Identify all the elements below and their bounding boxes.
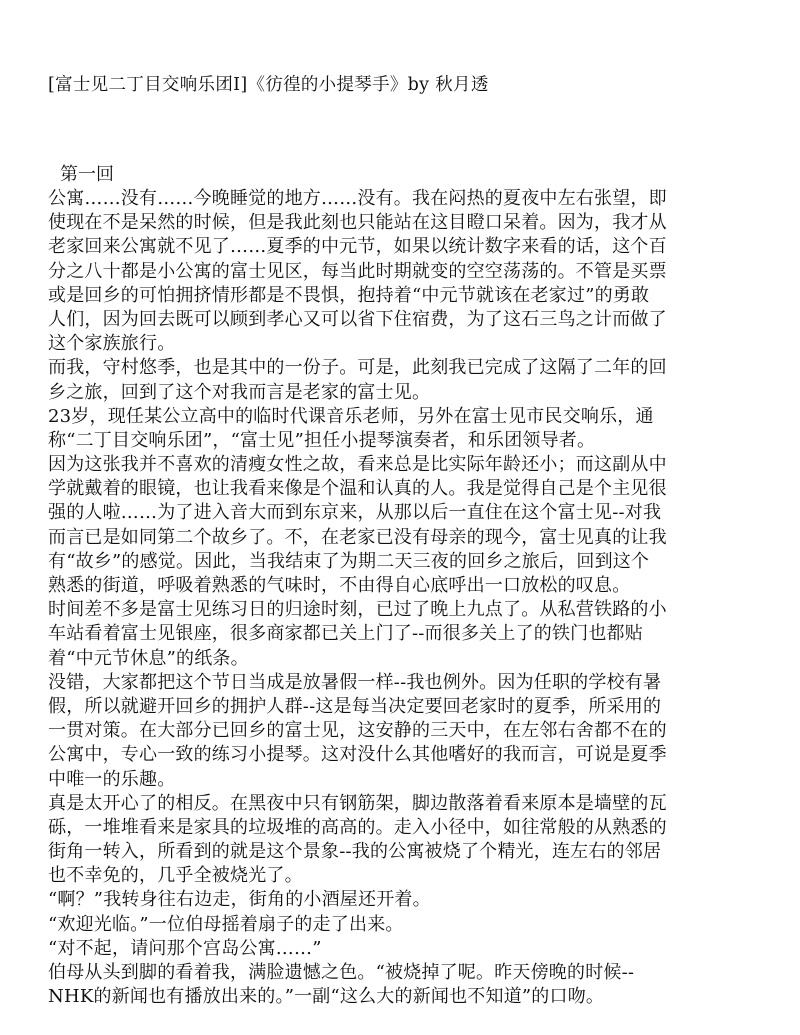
text-line: 公寓中，专心一致的练习小提琴。这对没什么其他嗜好的我而言，可说是夏季 — [48, 744, 667, 766]
text-line: 着“中元节休息”的纸条。 — [48, 647, 249, 669]
text-line: 车站看着富士见银座，很多商家都已关上门了--而很多关上了的铁门也都贴 — [48, 623, 643, 645]
text-line: “啊？”我转身往右边走，街角的小酒屋还开着。 — [48, 889, 431, 911]
text-line: 学就戴着的眼镜，也让我看来像是个温和认真的人。我是觉得自己是个主见很 — [48, 478, 667, 500]
text-line: 分之八十都是小公寓的富士见区，每当此时期就变的空空荡荡的。不管是买票 — [48, 260, 667, 282]
text-line: 街角一转入，所看到的就是这个景象--我的公寓被烧了个精光，连左右的邻居 — [48, 841, 662, 863]
text-line: “对不起，请问那个宫岛公寓……” — [48, 937, 322, 959]
chapter-heading: 第一回 — [60, 164, 114, 185]
text-line: 一贯对策。在大部分已回乡的富士见，这安静的三天中，在左邻右舍都不在的 — [48, 720, 667, 742]
document-title: [富士见二丁目交响乐团Ⅰ]《彷徨的小提琴手》by 秋月透 — [48, 75, 489, 95]
text-line: 使现在不是呆然的时候，但是我此刻也只能站在这目瞪口呆着。因为，我才从 — [48, 212, 667, 234]
text-line: “欢迎光临。”一位伯母摇着扇子的走了出来。 — [48, 913, 404, 935]
text-line: 而言已是如同第二个故乡了。不，在老家已没有母亲的现今，富士见真的让我 — [48, 526, 667, 548]
text-line: 乡之旅，回到了这个对我而言是老家的富士见。 — [48, 381, 431, 403]
text-line: 而我，守村悠季，也是其中的一份子。可是，此刻我已完成了这隔了二年的回 — [48, 357, 667, 379]
text-line: 老家回来公寓就不见了……夏季的中元节，如果以统计数字来看的话，这个百 — [48, 236, 667, 258]
text-line: 这个家族旅行。 — [48, 333, 176, 355]
text-line: 真是太开心了的相反。在黑夜中只有钢筋架，脚边散落着看来原本是墙壁的瓦 — [48, 792, 667, 814]
text-line: 因为这张我并不喜欢的清瘦女性之故，看来总是比实际年龄还小；而这副从中 — [48, 454, 667, 476]
text-line: 熟悉的街道，呼吸着熟悉的气味时，不由得自心底呼出一口放松的叹息。 — [48, 575, 631, 596]
text-line: 砾，一堆堆看来是家具的垃圾堆的高高的。走入小径中，如往常般的从熟悉的 — [48, 816, 667, 838]
text-line: 没错，大家都把这个节日当成是放暑假一样--我也例外。因为任职的学校有暑 — [48, 671, 662, 693]
text-line: 伯母从头到脚的看着我，满脸遗憾之色。“被烧掉了呢。昨天傍晚的时候-- — [48, 962, 635, 983]
text-line: 有“故乡”的感觉。因此，当我结束了为期二天三夜的回乡之旅后，回到这个 — [48, 550, 650, 572]
text-line: 人们，因为回去既可以顾到孝心又可以省下住宿费，为了这石三鸟之计而做了 — [48, 308, 667, 330]
body-text — [48, 187, 768, 1009]
text-line: 中唯一的乐趣。 — [48, 768, 176, 790]
text-line: 或是回乡的可怕拥挤情形都是不畏惧，抱持着“中元节就该在老家过”的勇敢 — [48, 284, 650, 306]
text-line: 23岁，现任某公立高中的临时代课音乐老师，另外在富士见市民交响乐，通 — [48, 405, 654, 427]
text-line: NHK的新闻也有播放出来的。”一副“这么大的新闻也不知道”的口吻。 — [48, 986, 605, 1008]
text-line: 公寓……没有……今晚睡觉的地方……没有。我在闷热的夏夜中左右张望，即 — [48, 188, 667, 209]
text-line: 时间差不多是富士见练习日的归途时刻，已过了晚上九点了。从私营铁路的小 — [48, 599, 667, 621]
text-line: 假，所以就避开回乡的拥护人群--这是每当决定要回老家时的夏季，所采用的 — [48, 695, 662, 717]
text-line: 称“二丁目交响乐团”，“富士见”担任小提琴演奏者，和乐团领导者。 — [48, 429, 596, 451]
text-line: 也不幸免的，几乎全被烧光了。 — [48, 865, 303, 887]
text-line: 强的人啦……为了进入音大而到东京来，从那以后一直住在这个富士见--对我 — [48, 502, 662, 524]
